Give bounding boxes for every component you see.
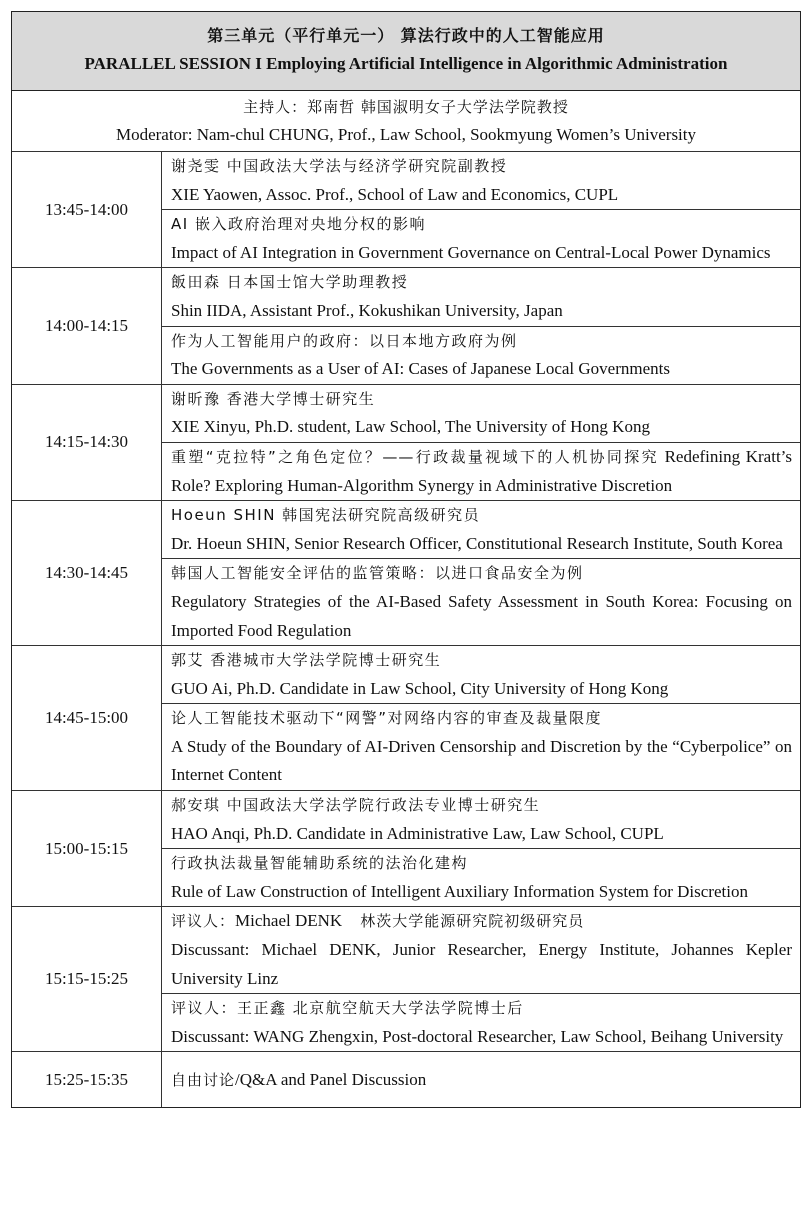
topic-en: Impact of AI Integration in Government Governance on Central-Local Power Dynamics	[171, 242, 771, 262]
speaker-en: XIE Yaowen, Assoc. Prof., School of Law and Economics, CUPL	[171, 184, 619, 204]
topic-zh: 论人工智能技术驱动下“网警”对网络内容的审查及裁量限度	[171, 709, 603, 728]
time-slot: 14:30-14:45	[12, 501, 162, 645]
speaker-zh: 郭艾 香港城市大学法学院博士研究生	[171, 651, 442, 670]
topic-zh: AI 嵌入政府治理对央地分权的影响	[171, 215, 426, 234]
session-header	[12, 12, 800, 91]
panel-zh: 自由讨论	[171, 1070, 236, 1089]
topic-block	[162, 326, 800, 384]
moderator-row	[12, 91, 800, 152]
topic-block	[162, 848, 800, 906]
discussant-zh: 评议人：王正鑫 北京航空航天大学法学院博士后	[171, 999, 524, 1018]
discussant-block	[162, 993, 800, 1051]
discussant-en: Discussant: Michael DENK, Junior Researcher, Energy Institute, Johannes Kepler University Linz	[171, 940, 792, 988]
table-row	[12, 1052, 800, 1107]
table-row	[12, 646, 800, 791]
topic-en: Regulatory Strategies of the AI-Based Safety Assessment in South Korea: Focusing on Imported Food Regulation	[171, 591, 792, 640]
table-row	[12, 907, 800, 1052]
speaker-block	[162, 501, 800, 558]
time-slot: 15:25-15:35	[12, 1052, 162, 1107]
speaker-block	[162, 268, 800, 325]
topic-block	[162, 703, 800, 790]
speaker-zh: 飯田森 日本国士馆大学助理教授	[171, 273, 409, 292]
topic-zh: 作为人工智能用户的政府：以日本地方政府为例	[171, 331, 518, 350]
discussant-en: Discussant: WANG Zhengxin, Post-doctoral Researcher, Law School, Beihang University	[171, 1026, 784, 1046]
topic-block	[162, 558, 800, 645]
speaker-block	[162, 385, 800, 442]
topic-block	[162, 209, 800, 267]
discussant-label-zh: 评议人：	[171, 912, 236, 931]
speaker-en: Dr. Hoeun SHIN, Senior Research Officer, Constitutional Research Institute, South Korea	[171, 533, 783, 553]
time-slot: 13:45-14:00	[12, 152, 162, 267]
speaker-en: XIE Xinyu, Ph.D. student, Law School, The University of Hong Kong	[171, 417, 650, 437]
topic-en: A Study of the Boundary of AI-Driven Censorship and Discretion by the “Cyberpolice” on Internet Content	[171, 736, 792, 785]
speaker-zh: Hoeun SHIN 韩国宪法研究院高级研究员	[171, 506, 481, 525]
topic-block	[162, 442, 800, 500]
topic-en: The Governments as a User of AI: Cases of Japanese Local Governments	[171, 359, 670, 379]
topic-zh: 重塑“克拉特”之角色定位？——行政裁量视域下的人机协同探究	[171, 447, 659, 466]
speaker-zh: 谢昕豫 香港大学博士研究生	[171, 389, 376, 408]
session-title-en: PARALLEL SESSION I Employing Artificial Intelligence in Algorithmic Administration	[84, 54, 728, 73]
speaker-en: Shin IIDA, Assistant Prof., Kokushikan University, Japan	[171, 300, 563, 320]
table-row	[12, 152, 800, 268]
speaker-en: HAO Anqi, Ph.D. Candidate in Administrative Law, Law School, CUPL	[171, 823, 664, 843]
panel-en: /Q&A and Panel Discussion	[235, 1069, 427, 1089]
discussant-zh	[171, 907, 792, 936]
topic-en: Redefining Kratt’s Role? Exploring Human-Algorithm Synergy in Administrative Discretion	[171, 446, 793, 495]
time-slot: 14:15-14:30	[12, 385, 162, 500]
speaker-en: GUO Ai, Ph.D. Candidate in Law School, City University of Hong Kong	[171, 678, 669, 698]
table-row	[12, 501, 800, 646]
speaker-block	[162, 791, 800, 848]
panel-block	[162, 1066, 434, 1095]
speaker-zh: 郝安琪 中国政法大学法学院行政法专业博士研究生	[171, 796, 541, 815]
agenda-table	[11, 11, 801, 1108]
time-slot: 15:00-15:15	[12, 791, 162, 906]
panel-text	[171, 1066, 426, 1095]
table-row	[12, 385, 800, 501]
speaker-block	[162, 646, 800, 703]
moderator-zh: 主持人：郑南哲 韩国淑明女子大学法学院教授	[243, 98, 569, 116]
topic-zh: 行政执法裁量智能辅助系统的法治化建构	[171, 854, 469, 873]
topic-en: Rule of Law Construction of Intelligent Auxiliary Information System for Discretion	[171, 881, 748, 901]
session-title-zh: 第三单元（平行单元一） 算法行政中的人工智能应用	[207, 26, 605, 45]
time-slot: 14:00-14:15	[12, 268, 162, 383]
table-row	[12, 791, 800, 907]
discussant-block	[162, 907, 800, 993]
discussant-name-en: Michael DENK	[235, 911, 343, 931]
topic-text	[171, 443, 792, 500]
speaker-zh: 谢尧雯 中国政法大学法与经济学研究院副教授	[171, 157, 508, 175]
time-slot: 15:15-15:25	[12, 907, 162, 1051]
topic-zh: 韩国人工智能安全评估的监管策略：以进口食品安全为例	[171, 564, 584, 583]
table-row	[12, 268, 800, 384]
moderator-en: Moderator: Nam-chul CHUNG, Prof., Law School, Sookmyung Women’s University	[115, 125, 697, 144]
discussant-affil-zh: 林茨大学能源研究院初级研究员	[360, 912, 585, 931]
time-slot: 14:45-15:00	[12, 646, 162, 790]
speaker-block	[162, 152, 800, 209]
